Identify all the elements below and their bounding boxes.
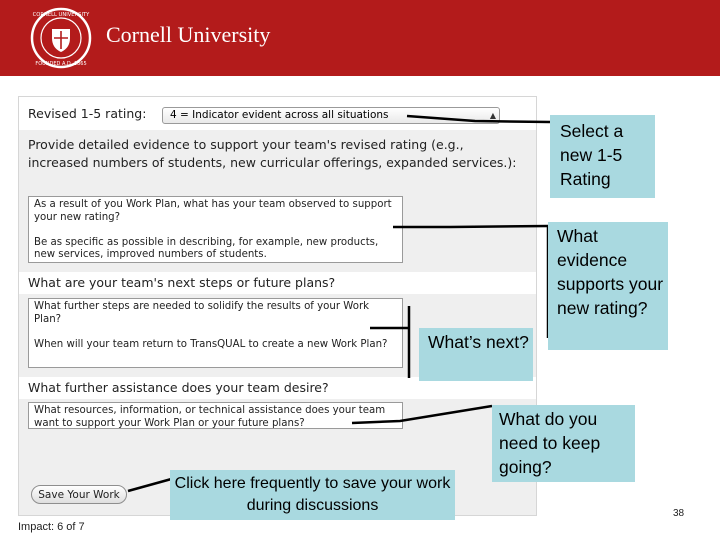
impact-progress: Impact: 6 of 7: [18, 521, 85, 533]
save-connector: [128, 478, 175, 491]
select-arrows-icon: ▲: [489, 111, 496, 120]
rating-connector: [407, 116, 550, 122]
svg-text:FOUNDED A.D. 1865: FOUNDED A.D. 1865: [35, 61, 87, 67]
rating-select-value: 4 = Indicator evident across all situations: [170, 109, 389, 121]
next-steps-textarea[interactable]: What further steps are needed to solidify the results of your Work Plan? When will your team return to TransQUAL to create a new Work Plan?: [28, 298, 403, 368]
evidence-textarea[interactable]: As a result of you Work Plan, what has your team observed to support your new rating? Be as specific as possible in describing, for example, new products, new services, improved numbers of students.: [28, 196, 403, 263]
rating-label: Revised 1-5 rating:: [28, 106, 147, 121]
save-button[interactable]: Save Your Work: [31, 485, 127, 504]
callout-keep-going: What do you need to keep going?: [492, 405, 635, 482]
callout-next: What’s next?: [419, 328, 533, 381]
evidence-prompt: Provide detailed evidence to support your team's revised rating (e.g., increased numbers of students, new curricular offerings, expanded services.):: [28, 137, 517, 170]
brand-title: Cornell University: [106, 22, 271, 47]
callout-rating: Select a new 1-5 Rating: [550, 115, 655, 198]
page-number: 38: [673, 508, 685, 519]
callout-evidence: What evidence supports your new rating?: [548, 222, 668, 350]
keep-going-connector: [352, 406, 492, 423]
evidence-connector: [393, 226, 548, 227]
svg-text:CORNELL UNIVERSITY: CORNELL UNIVERSITY: [32, 12, 90, 18]
next-steps-label: What are your team's next steps or future plans?: [28, 275, 336, 290]
assistance-label: What further assistance does your team desire?: [28, 380, 329, 395]
callout-save: Click here frequently to save your work during discussions: [170, 470, 455, 520]
assistance-textarea[interactable]: What resources, information, or technical assistance does your team want to support your Work Plan or your future plans?: [28, 402, 403, 429]
